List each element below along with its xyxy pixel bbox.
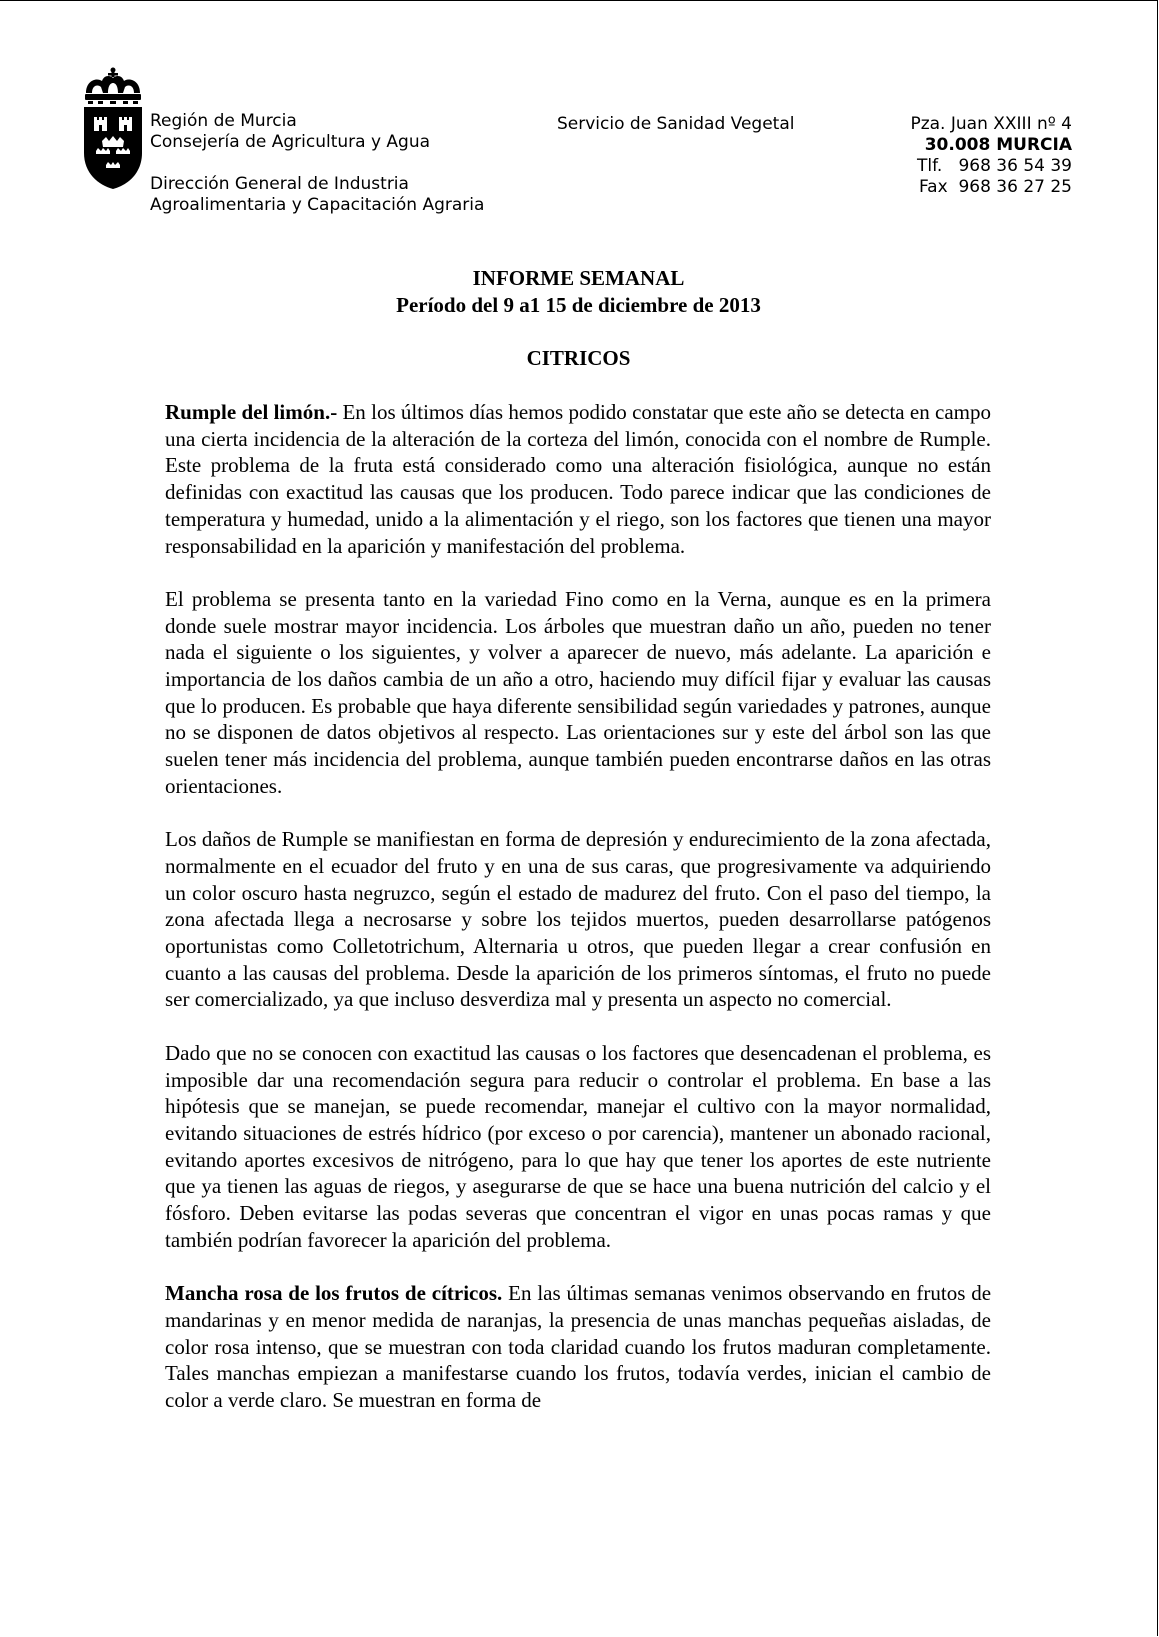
header-directorate-line2: Agroalimentaria y Capacitación Agraria: [150, 195, 485, 215]
header-council: Consejería de Agricultura y Agua: [150, 132, 431, 152]
paragraph-heading: Rumple del limón.-: [165, 400, 338, 424]
paragraph: [165, 399, 991, 559]
report-body: [165, 399, 991, 1440]
header-directorate-line1: Dirección General de Industria: [150, 174, 409, 194]
paragraph-text: El problema se presenta tanto en la variedad Fino como en la Verna, aunque es en la primera donde suele mostrar mayor incidencia. Los árboles que muestran daño un año, pueden no tener nada el siguiente o los siguientes, y volver a aparecer de nuevo, más adelante. La aparición e importancia de los daños cambia de un año a otro, haciendo muy difícil fijar y evaluar las causas que lo producen. Es probable que haya diferente sensibilidad según variedades y patrones, aunque no se disponen de datos objetivos al respecto. Las orientaciones sur y este del árbol son las que suelen tener más incidencia del problema, aunque también pueden encontrarse daños en las otras orientaciones.: [165, 586, 991, 798]
header-phone: Tlf. 968 36 54 39: [916, 156, 1072, 176]
section-title: CITRICOS: [526, 346, 631, 370]
header-contact: [910, 114, 1072, 198]
header-service: Servicio de Sanidad Vegetal: [557, 114, 795, 134]
paragraph: [165, 1280, 991, 1414]
paragraph: [165, 826, 991, 1013]
header-institution: [150, 111, 484, 216]
paragraph: [165, 1040, 991, 1254]
paragraph-heading: Mancha rosa de los frutos de cítricos.: [165, 1281, 503, 1306]
paragraph-text: En los últimos días hemos podido constatar que este año se detecta en campo una cierta incidencia de la alteración de la corteza del limón, conocida con el nombre de Rumple. Este problema de la fruta está considerado como una alteración fisiológica, aunque no están definidas con exactitud las causas que los producen. Todo parece indicar que las condiciones de temperatura y humedad, unido a la alimentación y el riego, son los factores que tienen una mayor responsabilidad en la aparición y manifestación del problema.: [165, 400, 991, 558]
paragraph-text: Dado que no se conocen con exactitud las causas o los factores que desencadenan el problema, es imposible dar una recomendación segura para reducir o controlar el problema. En base a las hipótesis que se manejan, se puede recomendar, manejar el cultivo con la mayor normalidad, evitando situaciones de estrés hídrico (por exceso o por carencia), mantener un abonado racional, evitando aportes excesivos de nitrógeno, para lo que hay que tener los aportes de este nutriente que ya tienen las aguas de riegos, y asegurarse de que se hace una buena nutrición del calcio y el fósforo. Deben evitarse las podas severas que concentran el vigor en unas pocas ramas y que también podrían favorecer la aparición del problema.: [165, 1040, 991, 1252]
report-period: Período del 9 a1 15 de diciembre de 2013: [396, 293, 761, 317]
paragraph-text: Los daños de Rumple se manifiestan en forma de depresión y endurecimiento de la zona afectada, normalmente en el ecuador del fruto y en una de sus caras, que progresivamente va adquiriendo un color oscuro hasta negruzco, según el estado de madurez del fruto. Con el paso del tiempo, la zona afectada llega a necrosarse y sobre los tejidos muertos, pueden desarrollarse patógenos oportunistas como Colletotrichum, Alternaria u otros, que pueden llegar a crear confusión en cuanto a las causas del problema. Desde la aparición de los primeros síntomas, el fruto no puede ser comercializado, ya que incluso desverdiza mal y presenta un aspecto no comercial.: [165, 827, 991, 1012]
paragraph: [165, 586, 991, 800]
header-address: Pza. Juan XXIII nº 4: [910, 114, 1072, 134]
header-city: 30.008 MURCIA: [924, 135, 1072, 155]
header-region: Región de Murcia: [150, 111, 297, 131]
report-title: INFORME SEMANAL: [472, 266, 685, 290]
region-crest-logo: [82, 67, 144, 193]
paragraph-text: En las últimas semanas venimos observando en frutos de mandarinas y en menor medida de naranjas, la presencia de unas manchas pequeñas aisladas, de color rosa intenso, que se muestran con toda claridad cuando los frutos maduran completamente. Tales manchas empiezan a manifestarse cuando los frutos, todavía verdes, inician el cambio de color a verde claro. Se muestran en forma de: [165, 1281, 992, 1412]
header-fax: Fax 968 36 27 25: [918, 177, 1072, 197]
